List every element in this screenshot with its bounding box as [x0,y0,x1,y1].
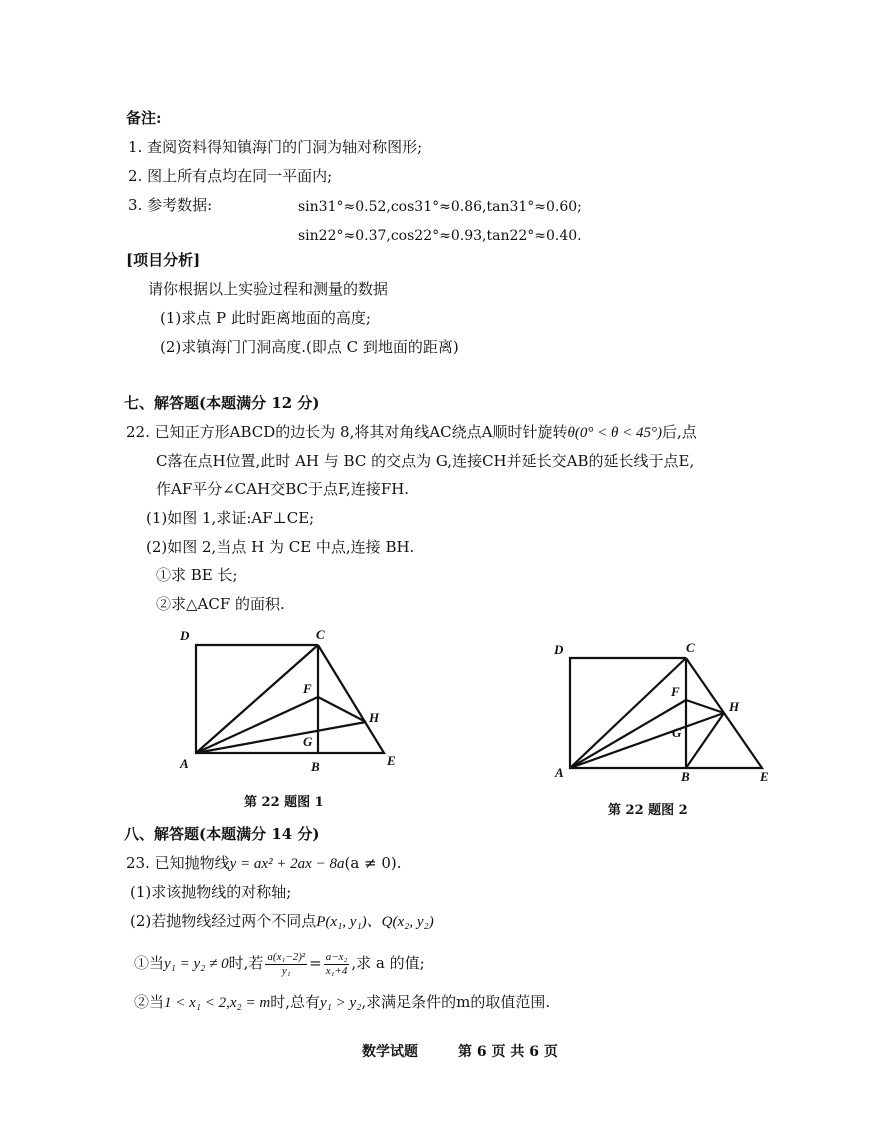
fig2-diagonal-ac [570,658,686,768]
q2a-fraction-left-numerator: a(x₁−2)² [267,950,306,963]
fig2-label-f: F [671,684,680,699]
rotation-angle-range: θ(0° < θ < 45°) [567,425,662,441]
fig2-segment-af [570,700,686,768]
fig1-segment-ah [196,722,366,753]
q2a-end: ,求 a 的值; [351,954,425,972]
fig2-label-b: B [681,769,690,784]
footer-page-number: 第 6 页 共 6 页 [458,1044,558,1060]
reference-data-line-2: sin22°≈0.37,cos22°≈0.93,tan22°≈0.40. [298,228,582,244]
q2b-condition: 1 < x₁ < 2,x₂ = m [164,995,271,1011]
problem-22-intro: 22. 已知正方形ABCD的边长为 8,将其对角线AC绕点A顺时针旋转 [126,423,568,441]
notes-heading: 备注: [126,109,162,127]
analysis-intro: 请你根据以上实验过程和测量的数据 [148,280,389,298]
analysis-question-1: (1)求点 P 此时距离地面的高度; [160,309,371,327]
fig1-label-h: H [369,710,380,725]
problem-22-line-3: 作AF平分∠CAH交BC于点F,连接FH. [156,480,410,498]
fig2-label-h: H [729,699,740,714]
figure-22-2-caption: 第 22 题图 2 [608,803,688,818]
fig1-label-f: F [303,681,312,696]
fig2-label-e: E [760,769,769,784]
problem-22-question-2a: ①求 BE 长; [156,566,238,584]
problem-22-question-1: (1)如图 1,求证:AF⊥CE; [146,509,315,527]
problem-23-question-2b [134,992,550,1013]
q2a-fraction-left [265,951,307,978]
note-item-2: 2. 图上所有点均在同一平面内; [128,167,333,185]
q2b-condition-2: y₁ > y₂ [320,995,362,1011]
problem-22-line-2: C落在点H位置,此时 AH 与 BC 的交点为 G,连接CH并延长交AB的延长线于点E, [156,452,695,470]
section-7-heading: 七、解答题(本题满分 12 分) [124,394,320,412]
fig1-label-a: A [180,756,189,771]
fig1-label-b: B [311,759,320,774]
q2a-middle: 时,若 [228,954,264,972]
problem-23-question-1: (1)求该抛物线的对称轴; [130,883,292,901]
q2a-equals: = [309,954,322,972]
figure-22-1-caption: 第 22 题图 1 [244,795,324,810]
fig1-label-g: G [303,734,313,749]
q2b-end: ,求满足条件的m的取值范围. [361,993,551,1011]
reference-data-line-1: sin31°≈0.52,cos31°≈0.86,tan31°≈0.60; [298,199,582,215]
problem-22-question-2: (2)如图 2,当点 H 为 CE 中点,连接 BH. [146,538,415,556]
footer-subject: 数学试题 [362,1044,418,1060]
problem-22-intro-end: 后,点 [661,423,697,441]
problem-23-line-1 [126,853,402,874]
fig2-label-a: A [555,765,564,780]
problem-23-condition: (a ≠ 0). [344,854,402,872]
q2a-fraction-right-denominator: x₁+4 [325,964,348,977]
fig1-segment-af [196,697,318,753]
fig1-label-d: D [180,628,190,643]
note-item-1: 1. 查阅资料得知镇海门的门洞为轴对称图形; [128,138,423,156]
fig1-label-c: C [316,627,325,642]
analysis-heading: [项目分析] [126,251,201,269]
section-8-heading: 八、解答题(本题满分 14 分) [124,825,320,843]
q2a-fraction-right [324,951,350,978]
fig2-segment-bh [686,713,724,768]
q2a-fraction-right-numerator: a−x₂ [325,950,348,963]
fig1-segment-fh [318,697,366,722]
analysis-question-2: (2)求镇海门门洞高度.(即点 C 到地面的距离) [160,338,459,356]
fig2-label-c: C [686,640,695,655]
problem-23-question-2a [134,950,425,978]
fig1-label-e: E [387,753,396,768]
problem-22-question-2b: ②求△ACF 的面积. [156,595,285,613]
fig2-label-g: G [672,725,682,740]
problem-23-question-2-intro: (2)若抛物线经过两个不同点 [130,912,317,930]
problem-23-intro: 23. 已知抛物线 [126,854,230,872]
fig2-label-d: D [554,642,564,657]
q2a-lead: ①当 [134,954,165,972]
q2a-fraction-left-denominator: y₁ [281,964,291,977]
q2a-condition: y₁ = y₂ ≠ 0 [164,956,229,972]
q2b-middle: 时,总有 [270,993,320,1011]
parabola-equation: y = ax² + 2ax − 8a [229,856,345,872]
fig2-segment-ah [570,713,724,768]
problem-23-question-2 [130,911,434,932]
points-p-q: P(x₁, y₁)、Q(x₂, y₂) [316,914,434,930]
q2b-lead: ②当 [134,993,165,1011]
fig1-diagonal-ac [196,645,318,753]
note-item-3-label: 3. 参考数据: [128,196,213,214]
